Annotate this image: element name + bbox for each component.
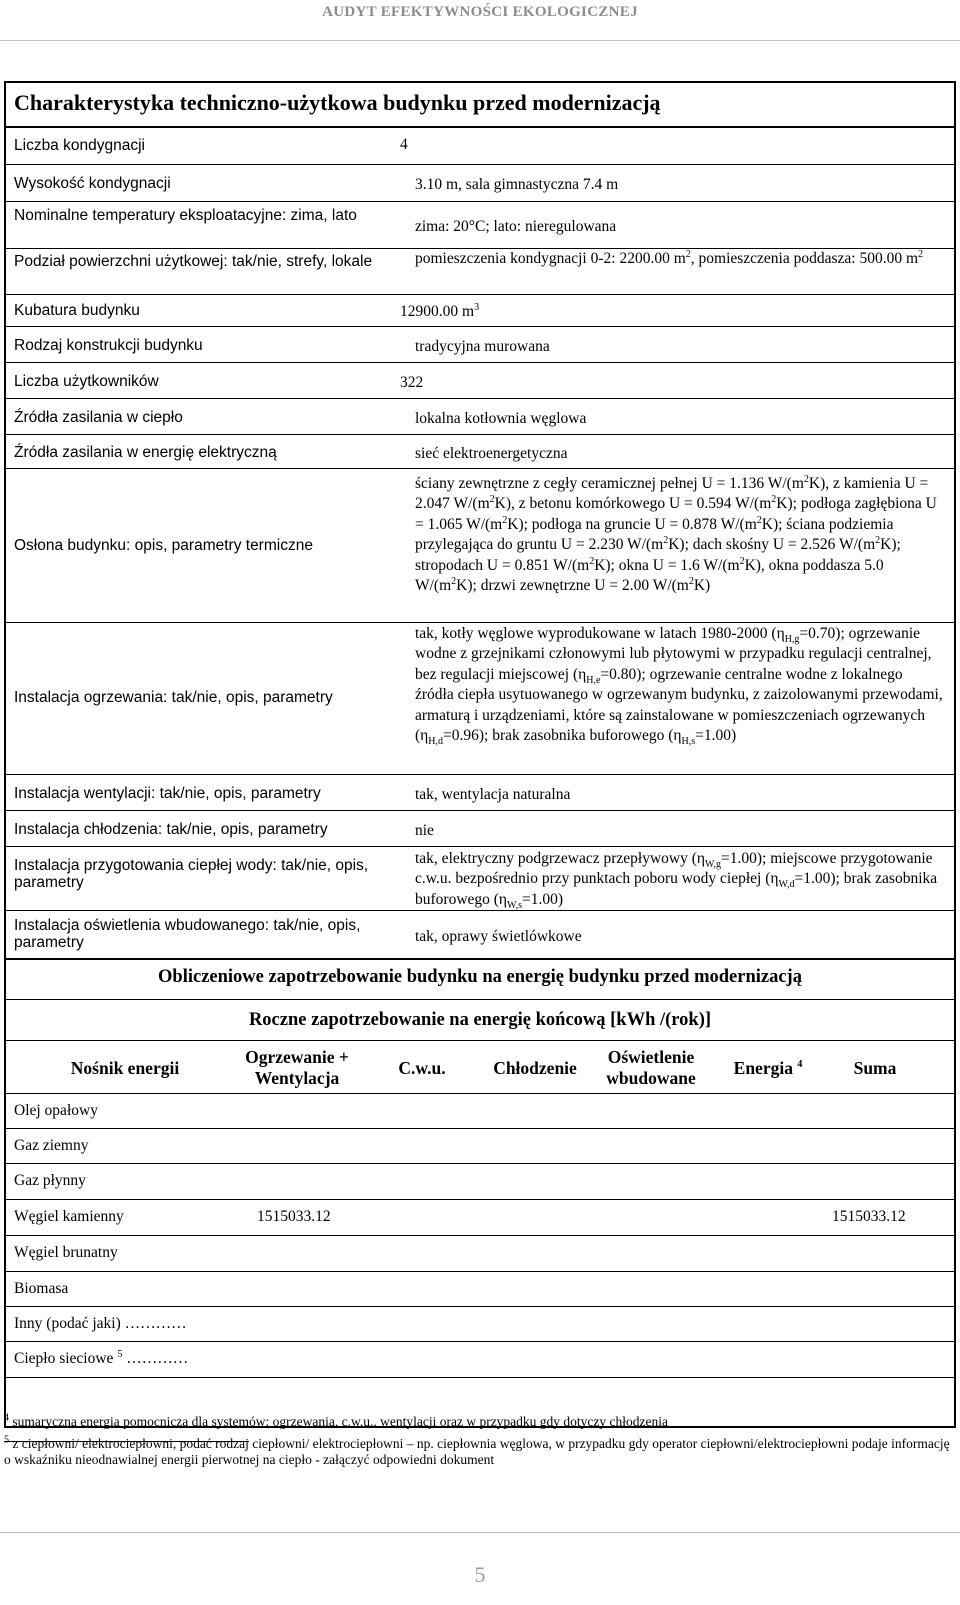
value-floors: 4: [400, 136, 408, 153]
divider: [4, 1093, 956, 1094]
text-fragment: =1.00): [521, 890, 563, 908]
text-fragment: K); okna U = 1.6 W/(m: [594, 556, 740, 574]
divider: [4, 1377, 956, 1378]
supscript: 2: [489, 494, 495, 506]
text-fragment: =1.00): [695, 727, 737, 745]
page-number: 5: [474, 1562, 486, 1587]
divider: [4, 398, 956, 399]
divider: [4, 126, 956, 128]
divider: [4, 810, 956, 811]
value-ventilation: tak, wentylacja naturalna: [415, 786, 571, 803]
supscript: 2: [502, 514, 508, 526]
section-title-energy-demand: Obliczeniowe zapotrzebowanie budynku na energię budynku przed modernizacją: [158, 967, 802, 987]
col-header-carrier: Nośnik energii: [70, 1058, 180, 1078]
col-header-heating: Ogrzewanie + Wentylacja: [245, 1047, 349, 1088]
header-divider: [0, 40, 960, 41]
value-construction: tradycyjna murowana: [415, 338, 550, 355]
subscript: H,e: [586, 674, 601, 686]
divider: [4, 362, 956, 363]
label-users: Liczba użytkowników: [14, 373, 159, 390]
value-floor-height: 3.10 m, sala gimnastyczna 7.4 m: [415, 176, 619, 193]
label-ventilation: Instalacja wentylacji: tak/nie, opis, parametry: [14, 785, 321, 802]
label-cooling: Instalacja chłodzenia: tak/nie, opis, parametry: [14, 821, 328, 838]
subscript: H,s: [681, 736, 696, 748]
subscript: W,g: [705, 859, 722, 871]
row-label-heating-oil: Olej opałowy: [14, 1102, 98, 1119]
divider: [4, 1199, 956, 1200]
divider: [4, 326, 956, 327]
text-fragment: =1.00); brak zasobnika buforowego (η: [415, 870, 938, 908]
text-fragment: K); podłoga na gruncie U = 0.878 W/(m: [507, 515, 757, 533]
divider: [4, 434, 956, 435]
divider: [4, 1128, 956, 1129]
row-label-brown-coal: Węgiel brunatny: [14, 1244, 118, 1261]
label-floor-height: Wysokość kondygnacji: [14, 175, 171, 192]
label-lighting: Instalacja oświetlenia wbudowanego: tak/nie, opis, parametry: [14, 917, 361, 951]
supscript: 2: [875, 535, 881, 547]
text-fragment: tak, elektryczny podgrzewacz przepływowy (η: [415, 850, 705, 867]
supscript: 2: [663, 535, 669, 547]
label-temperatures: Nominalne temperatury eksploatacyjne: zima, lato: [14, 207, 357, 224]
label-heat-source: Źródła zasilania w ciepło: [14, 409, 183, 426]
row-label-biomass: Biomasa: [14, 1280, 69, 1297]
text-fragment: =0.80); ogrzewanie centralne wodne z lokalnego źródła ciepła usytuowanego w ogrzewanym budynku, z zaizolowanymi przewodami, armaturą i urządzeniami, które są zainstalowane w pomieszczeniach ogrzewanych (η: [415, 665, 943, 745]
divider: [4, 164, 956, 165]
supscript: 2: [589, 555, 595, 567]
supscript: 2: [803, 473, 809, 485]
text-fragment: K); dach skośny U = 2.526 W/(m: [668, 536, 876, 554]
label-heating: Instalacja ogrzewania: tak/nie, opis, parametry: [14, 689, 333, 706]
subscript: W,d: [778, 879, 795, 891]
divider: [4, 846, 956, 847]
divider: [4, 248, 956, 249]
value-envelope: [415, 474, 945, 596]
text-fragment: ściany zewnętrzne z cegły ceramicznej pełnej U = 1.136 W/(m: [415, 475, 804, 492]
label-power-source: Źródła zasilania w energię elektryczną: [14, 444, 277, 461]
col-header-cooling: Chłodzenie: [493, 1058, 577, 1078]
row-label-hard-coal: Węgiel kamienny: [14, 1208, 124, 1225]
text-fragment: K), okna poddasza 5.0 W/(m: [415, 556, 884, 595]
value-cooling: nie: [415, 822, 434, 839]
divider: [4, 1271, 956, 1272]
label-volume: Kubatura budynku: [14, 302, 140, 319]
value-volume: 12900.00 $m^3$: [400, 301, 480, 320]
divider: [4, 774, 956, 775]
value-hot-water: [415, 849, 945, 910]
supscript: 2: [771, 494, 777, 506]
subscript: W,s: [507, 899, 522, 911]
divider: [4, 294, 956, 295]
label-area-division: Podział powierzchni użytkowej: tak/nie, strefy, lokale: [14, 253, 373, 270]
value-area-division: pomieszczenia kondygnacji 0-2: 2200.00 $m^2$, pomieszczenia poddasza: 500.00 $m^2$: [415, 248, 924, 267]
text-fragment: =1.00); miejscowe przygotowanie c.w.u. bezpośrednio przy punktach poboru wody ciepłej (η: [415, 850, 933, 888]
table-title: Roczne zapotrzebowanie na energię końcową [kWh /(rok)]: [248, 1010, 712, 1030]
row-label-lpg: Gaz płynny: [14, 1172, 86, 1189]
label-floors: Liczba kondygnacji: [14, 137, 145, 154]
value-lighting: tak, oprawy świetlówkowe: [415, 928, 582, 945]
row-label-natural-gas: Gaz ziemny: [14, 1137, 89, 1154]
divider: [4, 1306, 956, 1307]
value-power-source: sieć elektroenergetyczna: [415, 445, 568, 462]
section-title-characteristics: Charakterystyka techniczno-użytkowa budynku przed modernizacją: [14, 90, 661, 115]
col-header-dhw: C.w.u.: [398, 1058, 446, 1078]
col-header-sum: Suma: [853, 1058, 897, 1078]
footer-divider: [0, 1532, 960, 1533]
divider: [4, 1235, 956, 1236]
text-fragment: tak, kotły węglowe wyprodukowane w latach 1980-2000 (η: [415, 625, 785, 642]
col-header-energy: Energia $^4$: [733, 1058, 803, 1078]
characteristics-box: [4, 81, 956, 1428]
supscript: 2: [739, 555, 745, 567]
divider: [4, 999, 956, 1000]
text-fragment: K), z kamienia U = 2.047 W/(m: [415, 475, 929, 513]
divider: [4, 958, 956, 960]
divider: [4, 201, 956, 202]
label-construction: Rodzaj konstrukcji budynku: [14, 337, 203, 354]
text-fragment: =0.70); ogrzewanie wodne z grzejnikami członowymi lub płytowymi w przypadku regulacji centralnej, bez regulacji miejscowej (η: [415, 625, 932, 683]
value-heating: [415, 624, 945, 746]
row-label-other: Inny (podać jaki) …………: [14, 1315, 187, 1332]
text-fragment: K); drzwi zewnętrzne U = 2.00 W/(m: [456, 577, 689, 595]
header-title: AUDYT EFEKTYWNOŚCI EKOLOGICZNEJ: [322, 4, 638, 20]
text-fragment: K); stropodach U = 0.851 W/(m: [415, 536, 901, 574]
text-fragment: K): [693, 577, 711, 595]
divider: [4, 468, 956, 469]
row-label-district-heat: Ciepło sieciowe $^5$ …………: [14, 1348, 189, 1367]
footnote-4: $^4$ sumaryczna energia pomocnicza dla systemów: ogrzewania, c.w.u., wentylacji oraz w przypadku gdy dotyczy chłodzenia: [4, 1412, 669, 1429]
value-users: 322: [400, 374, 424, 391]
subscript: H,d: [428, 736, 444, 748]
value-heat-source: lokalna kotłownia węglowa: [415, 410, 587, 427]
col-header-lighting: Oświetlenie wbudowane: [606, 1047, 696, 1088]
divider: [4, 1040, 956, 1041]
subscript: H,g: [784, 634, 800, 646]
supscript: 2: [451, 575, 457, 587]
footnote-5: $^5$ z ciepłowni/ elektrociepłowni, podać rodzaj ciepłowni/ elektrociepłowni – np. ciepłownia węglowa, w przypadku gdy operator ciepłowni/elektrociepłowni podaje informację o wskaźniku nieodnawialnej energii pierwotnej na ciepło - załączyć odpowiedni dokument: [4, 1434, 950, 1467]
label-envelope: Osłona budynku: opis, parametry termiczne: [14, 537, 313, 554]
supscript: 2: [756, 514, 762, 526]
divider: [4, 1163, 956, 1164]
cell-hard-coal-heating: 1515033.12: [257, 1208, 331, 1225]
divider: [4, 1341, 956, 1342]
text-fragment: K); podłoga zagłębiona U = 1.065 W/(m: [415, 495, 937, 533]
text-fragment: K); ściana podziemia przylegająca do gruntu U = 2.230 W/(m: [415, 515, 894, 554]
label-hot-water: Instalacja przygotowania ciepłej wody: tak/nie, opis, parametry: [14, 857, 369, 891]
text-fragment: K), z betonu komórkowego U = 0.594 W/(m: [494, 495, 772, 513]
supscript: 2: [688, 575, 694, 587]
value-temperatures: zima: 20°C; lato: nieregulowana: [415, 218, 617, 235]
divider: [4, 622, 956, 623]
cell-hard-coal-sum: 1515033.12: [832, 1208, 906, 1225]
text-fragment: =0.96); brak zasobnika buforowego (η: [443, 727, 682, 745]
